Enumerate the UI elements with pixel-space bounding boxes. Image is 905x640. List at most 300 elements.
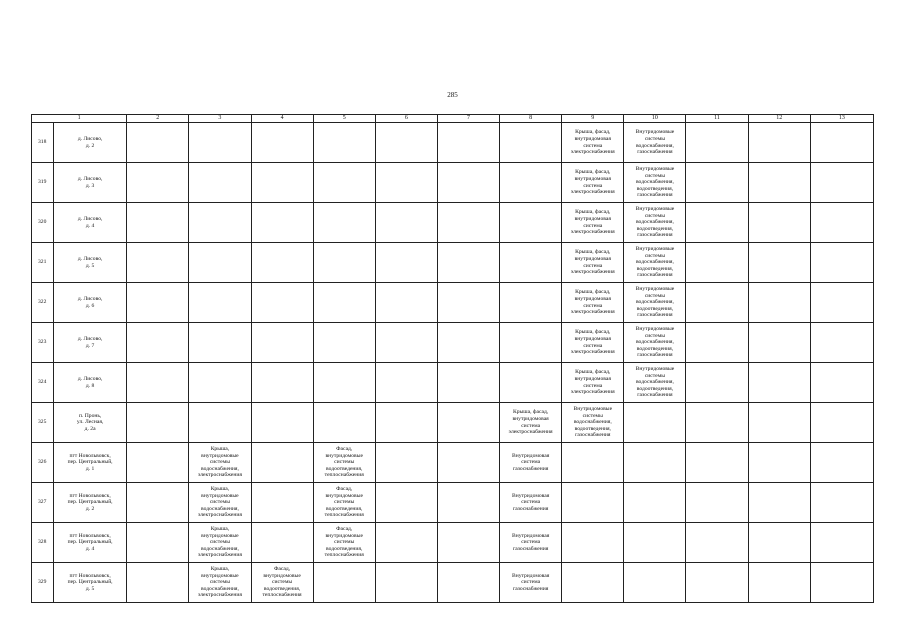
address-cell-line: д. 2 bbox=[85, 505, 95, 512]
address-cell-line: д. Лисово, bbox=[77, 375, 103, 382]
row-number: 326 bbox=[32, 443, 54, 483]
cell-col-8 bbox=[500, 323, 562, 363]
address-cell bbox=[54, 203, 127, 243]
cell-col-12 bbox=[748, 523, 810, 563]
cell-col-3-line: водоснабжения, bbox=[200, 545, 239, 552]
cell-col-10 bbox=[624, 323, 686, 363]
address-cell-line: д. 5 bbox=[85, 262, 95, 269]
cell-col-8 bbox=[500, 363, 562, 403]
cell-col-10-line: газоснабжения bbox=[637, 392, 673, 399]
cell-col-3-line: Крыша, bbox=[210, 566, 230, 573]
cell-col-4 bbox=[251, 363, 313, 403]
cell-col-10-line: Внутридомовые bbox=[635, 246, 675, 253]
cell-col-6 bbox=[375, 483, 437, 523]
cell-col-7 bbox=[437, 523, 499, 563]
cell-col-9-line: Крыша, фасад, bbox=[575, 329, 611, 336]
cell-col-11 bbox=[686, 123, 748, 163]
cell-col-5-line: водоотведения, bbox=[326, 545, 363, 552]
cell-col-9-line: электроснабжения bbox=[570, 389, 615, 396]
cell-col-5 bbox=[313, 403, 375, 443]
row-number: 325 bbox=[32, 403, 54, 443]
cell-col-10-line: Внутридомовые bbox=[635, 366, 675, 373]
cell-col-13 bbox=[810, 523, 873, 563]
cell-col-6 bbox=[375, 363, 437, 403]
address-cell-line: д. 4 bbox=[85, 545, 95, 552]
cell-col-7 bbox=[437, 283, 499, 323]
cell-col-3-line: системы bbox=[209, 579, 231, 586]
cell-col-10-line: водоотведения, bbox=[636, 225, 674, 232]
cell-col-8-line: Внутридомовая bbox=[511, 492, 550, 499]
cell-col-2 bbox=[127, 123, 189, 163]
cell-col-3 bbox=[189, 163, 251, 203]
cell-col-9-line: внутридомовая bbox=[574, 295, 611, 302]
cell-col-13 bbox=[810, 403, 873, 443]
header-row bbox=[32, 115, 874, 123]
cell-col-3 bbox=[189, 363, 251, 403]
address-cell-line: д. Лисово, bbox=[77, 135, 103, 142]
cell-col-8 bbox=[500, 483, 562, 523]
table-row bbox=[32, 323, 874, 363]
cell-col-2 bbox=[127, 483, 189, 523]
cell-col-4 bbox=[251, 563, 313, 603]
cell-col-9-line: Крыша, фасад, bbox=[575, 289, 611, 296]
cell-col-9 bbox=[562, 443, 624, 483]
cell-col-9-line: электроснабжения bbox=[570, 349, 615, 356]
address-cell-line: пгт Новольвовск, bbox=[69, 572, 111, 579]
cell-col-3-line: внутридомовые bbox=[201, 532, 239, 539]
table-body bbox=[32, 123, 874, 603]
address-cell bbox=[54, 363, 127, 403]
cell-col-6 bbox=[375, 323, 437, 363]
cell-col-3-line: системы bbox=[209, 459, 231, 466]
cell-col-5 bbox=[313, 563, 375, 603]
address-cell-line: пер. Центральный, bbox=[67, 499, 113, 506]
cell-col-5-line: системы bbox=[334, 459, 355, 466]
cell-col-4-line: внутридомовые bbox=[263, 572, 301, 579]
cell-col-12 bbox=[748, 123, 810, 163]
row-number: 318 bbox=[32, 123, 54, 163]
cell-col-3-line: Крыша, bbox=[210, 446, 230, 453]
cell-col-8-line: Внутридомовая bbox=[511, 452, 550, 459]
cell-col-8 bbox=[500, 203, 562, 243]
cell-col-4-line: водоотведения, bbox=[263, 585, 301, 592]
cell-col-9-line: внутридомовая bbox=[574, 175, 611, 182]
column-header-8: 8 bbox=[500, 115, 562, 123]
cell-col-10-line: водоснабжения, bbox=[635, 179, 674, 186]
cell-col-12 bbox=[748, 163, 810, 203]
cell-col-6 bbox=[375, 243, 437, 283]
cell-col-10 bbox=[624, 523, 686, 563]
address-cell-line: пгт Новольвовск, bbox=[69, 492, 111, 499]
cell-col-7 bbox=[437, 163, 499, 203]
address-cell-line: д. 3 bbox=[85, 182, 95, 189]
column-header-4: 4 bbox=[251, 115, 313, 123]
row-number: 328 bbox=[32, 523, 54, 563]
cell-col-3-line: Крыша, bbox=[210, 526, 230, 533]
cell-col-9-line: система bbox=[583, 182, 603, 189]
cell-col-9 bbox=[562, 563, 624, 603]
cell-col-3 bbox=[189, 283, 251, 323]
address-cell-line: д. 4 bbox=[85, 222, 95, 229]
cell-col-6 bbox=[375, 123, 437, 163]
cell-col-5-line: Фасад, bbox=[336, 526, 353, 533]
cell-col-7 bbox=[437, 363, 499, 403]
cell-col-10 bbox=[624, 283, 686, 323]
cell-col-9-line: газоснабжения bbox=[575, 432, 611, 439]
address-cell-line: д. 8 bbox=[85, 382, 95, 389]
cell-col-10-line: Внутридомовые bbox=[635, 326, 675, 333]
cell-col-9 bbox=[562, 163, 624, 203]
cell-col-9-line: внутридомовая bbox=[574, 335, 611, 342]
cell-col-10-line: Внутридомовые bbox=[635, 286, 675, 293]
cell-col-4 bbox=[251, 443, 313, 483]
cell-col-9-line: Внутридомовые bbox=[573, 406, 613, 413]
column-header-11: 11 bbox=[686, 115, 748, 123]
cell-col-8-line: Внутридомовая bbox=[511, 532, 550, 539]
cell-col-9-line: Крыша, фасад, bbox=[575, 129, 611, 136]
cell-col-8-line: Крыша, фасад, bbox=[513, 409, 549, 416]
cell-col-10-line: газоснабжения bbox=[637, 312, 673, 319]
address-cell bbox=[54, 563, 127, 603]
cell-col-5-line: теплоснабжения bbox=[324, 512, 364, 519]
cell-col-2 bbox=[127, 163, 189, 203]
page-number: 285 bbox=[447, 91, 458, 99]
cell-col-7 bbox=[437, 483, 499, 523]
cell-col-8 bbox=[500, 443, 562, 483]
cell-col-2 bbox=[127, 403, 189, 443]
cell-col-8 bbox=[500, 283, 562, 323]
cell-col-8 bbox=[500, 123, 562, 163]
cell-col-10 bbox=[624, 403, 686, 443]
cell-col-6 bbox=[375, 283, 437, 323]
cell-col-8 bbox=[500, 563, 562, 603]
cell-col-4 bbox=[251, 203, 313, 243]
column-header-12: 12 bbox=[748, 115, 810, 123]
cell-col-13 bbox=[810, 283, 873, 323]
cell-col-7 bbox=[437, 243, 499, 283]
cell-col-10-line: водоотведения, bbox=[636, 265, 674, 272]
address-cell-line: п. Пронь, bbox=[78, 412, 102, 419]
cell-col-5-line: Фасад, bbox=[336, 446, 353, 453]
column-header-7: 7 bbox=[437, 115, 499, 123]
cell-col-3-line: водоснабжения, bbox=[200, 505, 239, 512]
cell-col-6 bbox=[375, 403, 437, 443]
cell-col-3-line: водоснабжения, bbox=[200, 585, 239, 592]
cell-col-3 bbox=[189, 443, 251, 483]
cell-col-7 bbox=[437, 563, 499, 603]
table-row bbox=[32, 483, 874, 523]
cell-col-9 bbox=[562, 283, 624, 323]
cell-col-13 bbox=[810, 323, 873, 363]
cell-col-9 bbox=[562, 483, 624, 523]
cell-col-10-line: системы bbox=[644, 332, 665, 339]
cell-col-7 bbox=[437, 403, 499, 443]
cell-col-10-line: водоотведения, bbox=[636, 385, 674, 392]
cell-col-4 bbox=[251, 403, 313, 443]
cell-col-2 bbox=[127, 363, 189, 403]
cell-col-9-line: Крыша, фасад, bbox=[575, 249, 611, 256]
cell-col-5 bbox=[313, 483, 375, 523]
cell-col-10-line: водоснабжения, bbox=[635, 299, 674, 306]
cell-col-13 bbox=[810, 363, 873, 403]
cell-col-12 bbox=[748, 563, 810, 603]
cell-col-9-line: система bbox=[583, 382, 603, 389]
cell-col-8-line: Внутридомовая bbox=[511, 572, 550, 579]
column-header-6: 6 bbox=[375, 115, 437, 123]
cell-col-3 bbox=[189, 243, 251, 283]
cell-col-5 bbox=[313, 443, 375, 483]
column-header-3: 3 bbox=[189, 115, 251, 123]
column-header-10: 10 bbox=[624, 115, 686, 123]
cell-col-9 bbox=[562, 203, 624, 243]
cell-col-10-line: системы bbox=[644, 172, 665, 179]
cell-col-10-line: газоснабжения bbox=[637, 232, 673, 239]
cell-col-10-line: водоотведения, bbox=[636, 305, 674, 312]
cell-col-10-line: водоснабжения, bbox=[635, 379, 674, 386]
cell-col-9-line: Крыша, фасад, bbox=[575, 369, 611, 376]
cell-col-8-line: газоснабжения bbox=[512, 465, 549, 472]
column-header-13: 13 bbox=[810, 115, 873, 123]
address-cell-line: д. Лисово, bbox=[77, 175, 103, 182]
cell-col-10 bbox=[624, 363, 686, 403]
address-cell-line: пер. Центральный, bbox=[67, 539, 113, 546]
cell-col-12 bbox=[748, 203, 810, 243]
table-row bbox=[32, 443, 874, 483]
address-cell-line: пгт Новольвовск, bbox=[69, 532, 111, 539]
cell-col-13 bbox=[810, 163, 873, 203]
column-header-1: 1 bbox=[32, 115, 127, 123]
cell-col-11 bbox=[686, 443, 748, 483]
cell-col-3-line: Крыша, bbox=[210, 486, 230, 493]
address-cell-line: д. 2а bbox=[84, 425, 96, 432]
cell-col-11 bbox=[686, 203, 748, 243]
cell-col-10-line: Внутридомовые bbox=[635, 206, 675, 213]
cell-col-12 bbox=[748, 323, 810, 363]
address-cell bbox=[54, 163, 127, 203]
row-number: 319 bbox=[32, 163, 54, 203]
cell-col-12 bbox=[748, 403, 810, 443]
cell-col-10-line: системы bbox=[644, 252, 665, 259]
table-row bbox=[32, 163, 874, 203]
cell-col-10 bbox=[624, 203, 686, 243]
cell-col-4 bbox=[251, 523, 313, 563]
table-row bbox=[32, 203, 874, 243]
cell-col-3-line: водоснабжения, bbox=[200, 465, 239, 472]
column-header-2: 2 bbox=[127, 115, 189, 123]
cell-col-7 bbox=[437, 203, 499, 243]
cell-col-9-line: водоотведения, bbox=[574, 425, 611, 432]
cell-col-10-line: водоснабжения, bbox=[635, 219, 674, 226]
cell-col-10-line: системы bbox=[644, 135, 665, 142]
row-number: 320 bbox=[32, 203, 54, 243]
address-cell-line: д. Лисово, bbox=[77, 255, 103, 262]
cell-col-13 bbox=[810, 243, 873, 283]
cell-col-5 bbox=[313, 123, 375, 163]
address-cell-line: пер. Центральный, bbox=[67, 579, 113, 586]
cell-col-4 bbox=[251, 483, 313, 523]
address-cell bbox=[54, 523, 127, 563]
cell-col-9-line: электроснабжения bbox=[570, 309, 615, 316]
cell-col-11 bbox=[686, 403, 748, 443]
cell-col-7 bbox=[437, 323, 499, 363]
cell-col-10-line: газоснабжения bbox=[637, 352, 673, 359]
cell-col-9-line: Крыша, фасад, bbox=[575, 209, 611, 216]
cell-col-8-line: система bbox=[521, 422, 541, 429]
address-cell bbox=[54, 123, 127, 163]
cell-col-10-line: газоснабжения bbox=[637, 149, 673, 156]
cell-col-2 bbox=[127, 203, 189, 243]
cell-col-3-line: электроснабжения bbox=[197, 592, 242, 599]
cell-col-10-line: системы bbox=[644, 292, 665, 299]
cell-col-9-line: система bbox=[583, 262, 603, 269]
address-cell bbox=[54, 323, 127, 363]
cell-col-11 bbox=[686, 163, 748, 203]
row-number: 321 bbox=[32, 243, 54, 283]
cell-col-4-line: теплоснабжения bbox=[262, 592, 302, 599]
address-cell-line: д. Лисово, bbox=[77, 335, 103, 342]
cell-col-11 bbox=[686, 363, 748, 403]
cell-col-9-line: внутридомовая bbox=[574, 135, 611, 142]
cell-col-10 bbox=[624, 443, 686, 483]
cell-col-11 bbox=[686, 483, 748, 523]
address-cell-line: пер. Центральный, bbox=[67, 459, 113, 466]
cell-col-10-line: системы bbox=[644, 372, 665, 379]
cell-col-10 bbox=[624, 123, 686, 163]
cell-col-4-line: Фасад, bbox=[273, 566, 291, 573]
table-row bbox=[32, 123, 874, 163]
cell-col-3 bbox=[189, 403, 251, 443]
cell-col-12 bbox=[748, 363, 810, 403]
cell-col-11 bbox=[686, 563, 748, 603]
cell-col-13 bbox=[810, 483, 873, 523]
cell-col-2 bbox=[127, 323, 189, 363]
cell-col-7 bbox=[437, 123, 499, 163]
cell-col-3-line: электроснабжения bbox=[197, 472, 242, 479]
cell-col-9-line: внутридомовая bbox=[574, 255, 611, 262]
cell-col-5 bbox=[313, 523, 375, 563]
cell-col-11 bbox=[686, 283, 748, 323]
cell-col-12 bbox=[748, 243, 810, 283]
cell-col-5-line: водоотведения, bbox=[326, 465, 363, 472]
cell-col-5-line: внутридомовые bbox=[325, 532, 363, 539]
cell-col-9-line: система bbox=[583, 302, 603, 309]
cell-col-9-line: внутридомовая bbox=[574, 215, 611, 222]
cell-col-10-line: водоотведения, bbox=[636, 345, 674, 352]
cell-col-8-line: газоснабжения bbox=[512, 545, 549, 552]
cell-col-5-line: Фасад, bbox=[336, 486, 353, 493]
cell-col-9-line: система bbox=[583, 222, 603, 229]
cell-col-11 bbox=[686, 243, 748, 283]
address-cell-line: д. 1 bbox=[85, 465, 95, 472]
cell-col-9 bbox=[562, 403, 624, 443]
cell-col-4 bbox=[251, 243, 313, 283]
cell-col-8 bbox=[500, 523, 562, 563]
cell-col-2 bbox=[127, 283, 189, 323]
address-cell-line: д. 2 bbox=[85, 142, 95, 149]
address-cell-line: ул. Лесная, bbox=[76, 419, 104, 426]
cell-col-10 bbox=[624, 563, 686, 603]
cell-col-9-line: водоснабжения, bbox=[573, 419, 612, 426]
cell-col-5-line: теплоснабжения bbox=[324, 552, 364, 559]
cell-col-5 bbox=[313, 363, 375, 403]
cell-col-5-line: системы bbox=[334, 499, 355, 506]
address-cell bbox=[54, 403, 127, 443]
cell-col-4-line: системы bbox=[271, 579, 293, 586]
table-row bbox=[32, 403, 874, 443]
cell-col-8-line: внутридомовая bbox=[512, 415, 549, 422]
cell-col-13 bbox=[810, 443, 873, 483]
cell-col-10-line: водоснабжения, bbox=[635, 142, 674, 149]
cell-col-5 bbox=[313, 243, 375, 283]
cell-col-3 bbox=[189, 483, 251, 523]
table-header bbox=[32, 115, 874, 123]
row-number: 327 bbox=[32, 483, 54, 523]
cell-col-5 bbox=[313, 283, 375, 323]
cell-col-8-line: газоснабжения bbox=[512, 585, 549, 592]
column-header-5: 5 bbox=[313, 115, 375, 123]
repair-schedule-table bbox=[31, 114, 874, 603]
cell-col-8 bbox=[500, 403, 562, 443]
address-cell bbox=[54, 283, 127, 323]
table-row bbox=[32, 363, 874, 403]
cell-col-9 bbox=[562, 323, 624, 363]
row-number: 329 bbox=[32, 563, 54, 603]
cell-col-9-line: внутридомовая bbox=[574, 375, 611, 382]
cell-col-10-line: водоснабжения, bbox=[635, 259, 674, 266]
table-row bbox=[32, 283, 874, 323]
cell-col-13 bbox=[810, 123, 873, 163]
cell-col-2 bbox=[127, 443, 189, 483]
cell-col-2 bbox=[127, 243, 189, 283]
cell-col-6 bbox=[375, 523, 437, 563]
cell-col-3 bbox=[189, 123, 251, 163]
cell-col-9 bbox=[562, 123, 624, 163]
cell-col-5 bbox=[313, 203, 375, 243]
cell-col-10 bbox=[624, 483, 686, 523]
cell-col-5 bbox=[313, 323, 375, 363]
column-header-9: 9 bbox=[562, 115, 624, 123]
cell-col-9 bbox=[562, 243, 624, 283]
cell-col-8-line: электроснабжения bbox=[508, 429, 553, 436]
cell-col-10-line: газоснабжения bbox=[637, 192, 673, 199]
cell-col-10 bbox=[624, 163, 686, 203]
cell-col-8 bbox=[500, 243, 562, 283]
cell-col-4 bbox=[251, 163, 313, 203]
cell-col-9-line: система bbox=[583, 142, 603, 149]
cell-col-8-line: система bbox=[521, 499, 541, 506]
cell-col-12 bbox=[748, 283, 810, 323]
row-number: 323 bbox=[32, 323, 54, 363]
cell-col-2 bbox=[127, 563, 189, 603]
cell-col-11 bbox=[686, 523, 748, 563]
row-number: 324 bbox=[32, 363, 54, 403]
cell-col-9-line: система bbox=[583, 342, 603, 349]
cell-col-3-line: системы bbox=[209, 539, 231, 546]
cell-col-3-line: электроснабжения bbox=[197, 552, 242, 559]
cell-col-10-line: водоснабжения, bbox=[635, 339, 674, 346]
cell-col-3-line: внутридомовые bbox=[201, 572, 239, 579]
cell-col-9-line: электроснабжения bbox=[570, 189, 615, 196]
cell-col-3 bbox=[189, 203, 251, 243]
cell-col-9 bbox=[562, 363, 624, 403]
cell-col-6 bbox=[375, 563, 437, 603]
cell-col-5-line: внутридомовые bbox=[325, 492, 363, 499]
cell-col-2 bbox=[127, 523, 189, 563]
cell-col-3-line: внутридомовые bbox=[201, 452, 239, 459]
cell-col-8-line: система bbox=[521, 459, 541, 466]
address-cell-line: пгт Новольвовск, bbox=[69, 452, 111, 459]
cell-col-8-line: система bbox=[521, 539, 541, 546]
